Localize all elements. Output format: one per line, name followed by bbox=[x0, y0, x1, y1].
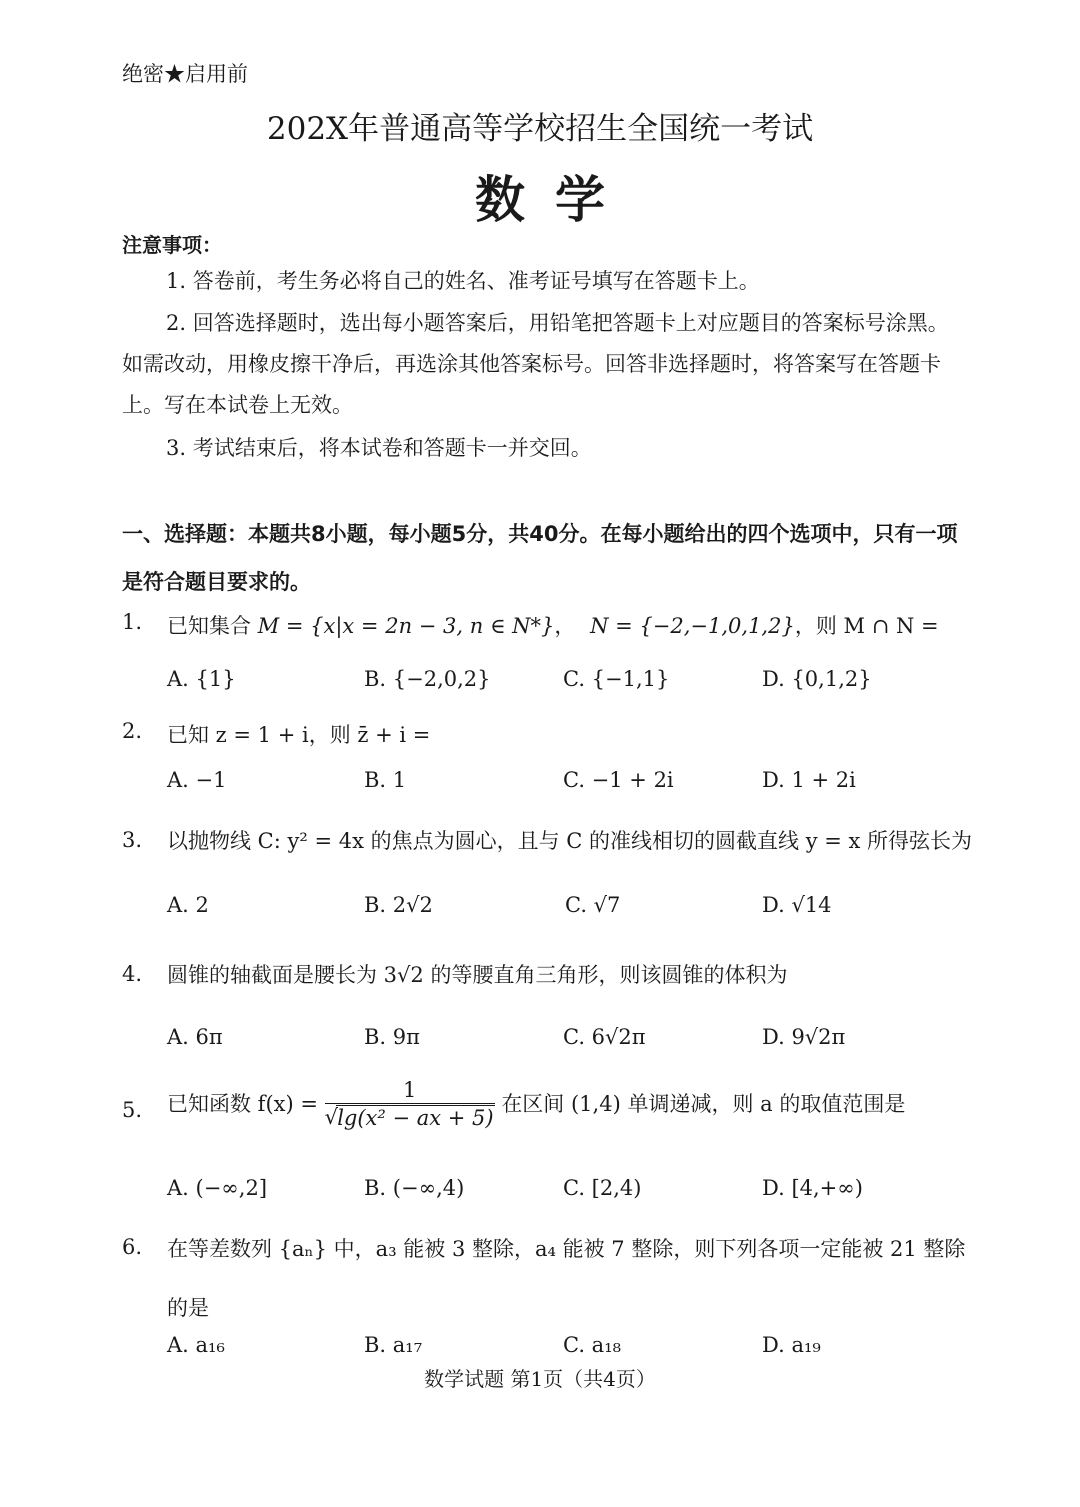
fraction: 1 √ lg(x² − ax + 5) bbox=[325, 1080, 495, 1129]
question-stem: 在等差数列 {aₙ} 中，a₃ 能被 3 整除，a₄ 能被 7 整除，则下列各项一定能被 21 整除 bbox=[167, 1237, 966, 1261]
notice-item-1: 1. 答卷前，考生务必将自己的姓名、准考证号填写在答题卡上。 bbox=[166, 269, 760, 293]
option-b: B. a₁₇ bbox=[364, 1333, 423, 1357]
option-a: A. a₁₆ bbox=[167, 1333, 225, 1357]
question-stem: 已知集合 M = {x|x = 2n − 3, n ∈ N*}， N = {−2,−1,0,1,2}，则 M ∩ N = bbox=[167, 614, 939, 638]
option-b: B. (−∞,4) bbox=[364, 1176, 465, 1200]
question-number: 3. bbox=[122, 828, 143, 852]
option-b: B. {−2,0,2} bbox=[364, 667, 491, 691]
option-c: C. 6√2π bbox=[563, 1025, 646, 1049]
option-a: A. −1 bbox=[167, 768, 227, 792]
option-d: D. √14 bbox=[762, 893, 832, 917]
question-stem: 已知 z = 1 + i，则 z̄ + i = bbox=[167, 723, 431, 747]
question-number: 2. bbox=[122, 719, 143, 743]
option-c: C. [2,4) bbox=[563, 1176, 642, 1200]
page-footer: 数学试题 第1页（共4页） bbox=[424, 1367, 656, 1391]
option-b: B. 1 bbox=[364, 768, 407, 792]
question-stem: 圆锥的轴截面是腰长为 3√2 的等腰直角三角形，则该圆锥的体积为 bbox=[167, 963, 788, 987]
option-d: D. 1 + 2i bbox=[762, 768, 856, 792]
option-c: C. {−1,1} bbox=[563, 667, 670, 691]
option-c: C. a₁₈ bbox=[563, 1333, 622, 1357]
notice-title: 注意事项： bbox=[122, 233, 222, 257]
option-c: C. −1 + 2i bbox=[563, 768, 674, 792]
question-stem: 已知函数 f(x) = 1 √ lg(x² − ax + 5) 在区间 (1,4) 单调递减，则 a 的取值范围是 bbox=[167, 1080, 905, 1129]
question-number: 6. bbox=[122, 1235, 143, 1259]
option-b: B. 2√2 bbox=[364, 893, 433, 917]
question-number: 4. bbox=[122, 962, 143, 986]
option-b: B. 9π bbox=[364, 1025, 420, 1049]
option-c: C. √7 bbox=[565, 893, 621, 917]
confidential-label: 绝密★启用前 bbox=[122, 62, 248, 86]
question-number: 1. bbox=[122, 610, 143, 634]
option-d: D. a₁₉ bbox=[762, 1333, 821, 1357]
option-a: A. 6π bbox=[167, 1025, 223, 1049]
question-number: 5. bbox=[122, 1098, 143, 1122]
option-d: D. {0,1,2} bbox=[762, 667, 872, 691]
option-a: A. (−∞,2] bbox=[167, 1176, 268, 1200]
option-a: A. {1} bbox=[167, 667, 236, 691]
question-stem: 以抛物线 C: y² = 4x 的焦点为圆心，且与 C 的准线相切的圆截直线 y = x 所得弦长为 bbox=[167, 829, 973, 853]
option-a: A. 2 bbox=[167, 893, 209, 917]
set-m: M = {x|x = 2n − 3, n ∈ N*} bbox=[257, 614, 555, 638]
exam-title: 202X年普通高等学校招生全国统一考试 bbox=[266, 111, 814, 147]
option-d: D. [4,+∞) bbox=[762, 1176, 863, 1200]
set-n: N = {−2,−1,0,1,2} bbox=[590, 614, 795, 638]
notice-item-2: 2. 回答选择题时，选出每小题答案后，用铅笔把答题卡上对应题目的答案标号涂黑。如需改动，用橡皮擦干净后，再选涂其他答案标号。回答非选择题时，将答案写在答题卡上。写在本试卷上无效。 bbox=[122, 311, 949, 417]
subject-title: 数学 bbox=[475, 170, 635, 229]
section-heading: 一、选择题：本题共8小题，每小题5分，共40分。在每小题给出的四个选项中，只有一项是符合题目要求的。 bbox=[122, 522, 958, 594]
option-d: D. 9√2π bbox=[762, 1025, 846, 1049]
notice-item-3: 3. 考试结束后，将本试卷和答题卡一并交回。 bbox=[166, 436, 592, 460]
question-stem-continued: 的是 bbox=[167, 1296, 209, 1320]
